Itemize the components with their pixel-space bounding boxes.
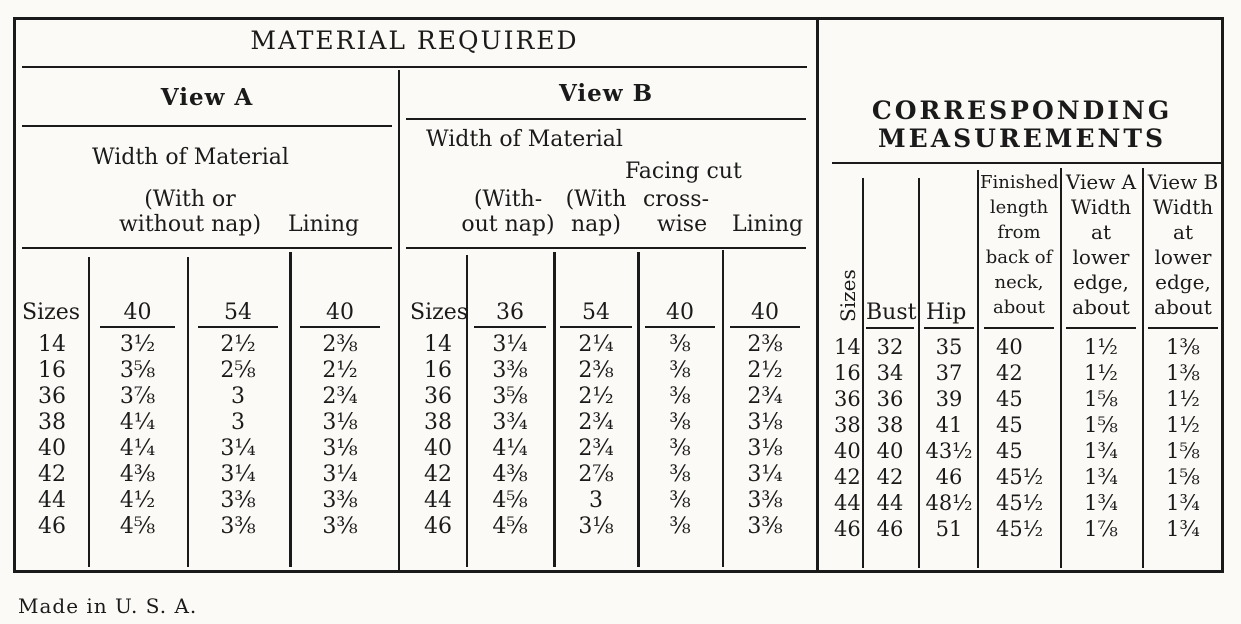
view-b-col-2 [560, 332, 632, 540]
view-b-col-header-4: 40 [751, 300, 779, 325]
meas-sizes-label: Sizes [836, 269, 860, 322]
meas-col-sep-1 [862, 178, 864, 568]
view-a-col-underline-2 [198, 326, 278, 328]
table-cell: 48½ [925, 491, 973, 515]
meas-view-a-header [1062, 170, 1140, 320]
meas-view-b-line: lower [1154, 245, 1212, 269]
view-b-col-underline-2 [560, 326, 632, 328]
divider-measurements [816, 20, 819, 570]
table-cell: 16 [424, 358, 452, 383]
view-a-col-3 [300, 332, 380, 540]
table-cell: 45 [996, 387, 1023, 411]
meas-finished-line: back of [985, 247, 1053, 268]
table-cell: 38 [424, 410, 452, 435]
view-b-title: View B [558, 80, 654, 107]
table-cell: 1½ [1166, 387, 1200, 411]
table-cell: 42 [424, 462, 452, 487]
meas-view-a-line: at [1091, 220, 1111, 244]
view-a-col-header-3: 40 [326, 300, 354, 325]
table-cell: 3⅛ [747, 436, 783, 461]
table-cell: 3 [231, 410, 245, 435]
meas-bust-column [866, 334, 914, 542]
table-cell: 35 [935, 335, 963, 359]
table-cell: 2¾ [747, 384, 783, 409]
table-cell: ⅜ [669, 462, 691, 487]
table-cell: 36 [38, 384, 66, 409]
view-a-col-1 [100, 332, 175, 540]
table-cell: ⅜ [669, 332, 691, 357]
meas-view-a-line: lower [1072, 245, 1130, 269]
table-cell: 3⅛ [747, 410, 783, 435]
table-cell: 3⅜ [747, 514, 783, 539]
table-cell: ⅜ [669, 384, 691, 409]
table-cell: 1⅞ [1084, 517, 1118, 541]
view-a-col-underline-3 [300, 326, 380, 328]
view-b-col-sep-4 [722, 250, 724, 567]
table-cell: 3½ [119, 332, 156, 357]
table-cell: 2¾ [322, 384, 358, 409]
table-cell: 44 [38, 488, 66, 513]
view-a-col-sep-2 [187, 257, 189, 567]
table-cell: 2½ [220, 332, 256, 357]
table-cell: 2½ [578, 384, 614, 409]
table-cell: 40 [996, 335, 1023, 359]
rule-view-a-headers [22, 247, 392, 249]
meas-finished-underline [984, 327, 1054, 329]
table-cell: 1⅜ [1166, 335, 1200, 359]
view-b-sizes-label: Sizes [410, 300, 469, 325]
table-cell: 2¼ [578, 332, 614, 357]
made-in-usa-footer: Made in U. S. A. [18, 594, 198, 618]
meas-view-b-line: View B [1147, 170, 1219, 194]
meas-hip-underline [924, 327, 974, 329]
table-cell: 44 [834, 491, 861, 515]
rule-under-view-b [406, 118, 806, 120]
view-b-col-header-1: 36 [496, 300, 524, 325]
table-cell: 4⅜ [492, 462, 528, 487]
meas-hip-label: Hip [926, 300, 967, 325]
meas-view-b-line: at [1173, 220, 1193, 244]
meas-view-b-header [1144, 170, 1222, 320]
table-cell: 3⅛ [322, 436, 358, 461]
table-cell: 46 [424, 514, 452, 539]
view-a-col-sep-3 [289, 252, 292, 567]
table-cell: 36 [834, 387, 861, 411]
rule-under-view-a [22, 125, 392, 127]
table-cell: 3⅜ [220, 488, 256, 513]
table-cell: 1¾ [1084, 491, 1118, 515]
table-cell: 2⅞ [578, 462, 614, 487]
meas-view-a-width-column [1066, 334, 1136, 542]
table-cell: 45 [996, 439, 1023, 463]
table-cell: 4½ [119, 488, 156, 513]
meas-col-sep-2 [918, 178, 920, 568]
table-cell: 46 [38, 514, 66, 539]
view-a-sub-1: (With or [144, 187, 236, 212]
table-cell: 2¾ [578, 410, 614, 435]
view-a-sub-2: without nap) [118, 212, 262, 237]
table-cell: 1¾ [1084, 465, 1118, 489]
view-b-col-1 [474, 332, 546, 540]
view-b-with-nap-1: (With [565, 187, 627, 212]
view-b-crosswise-1: cross- [642, 187, 710, 212]
meas-finished-line: about [993, 297, 1045, 318]
view-b-col-3 [645, 332, 715, 540]
meas-view-a-line: View A [1065, 170, 1137, 194]
table-cell: 4⅝ [119, 514, 156, 539]
table-cell: 40 [424, 436, 452, 461]
table-cell: 1⅝ [1166, 439, 1200, 463]
table-cell: 34 [876, 361, 904, 385]
view-a-col-underline-1 [100, 326, 175, 328]
view-a-col-header-2: 54 [224, 300, 252, 325]
view-b-col-header-3: 40 [666, 300, 694, 325]
view-b-width-label: Width of Material [426, 127, 623, 152]
table-cell: 41 [935, 413, 963, 437]
table-cell: ⅜ [669, 514, 691, 539]
meas-bust-label: Bust [866, 300, 917, 325]
table-cell: 3⅜ [322, 488, 358, 513]
meas-finished-line: length [989, 197, 1049, 218]
table-cell: 3⅛ [322, 410, 358, 435]
table-cell: 40 [834, 439, 861, 463]
table-cell: 3¼ [220, 462, 256, 487]
material-required-title: MATERIAL REQUIRED [250, 26, 579, 55]
meas-view-a-line: edge, [1073, 270, 1129, 294]
meas-finished-line: from [997, 222, 1041, 243]
table-cell: 2⅜ [322, 332, 358, 357]
meas-finished-line: Finished [980, 172, 1059, 193]
table-cell: 3¼ [322, 462, 358, 487]
table-cell: 3⅜ [322, 514, 358, 539]
table-cell: 14 [424, 332, 452, 357]
table-cell: ⅜ [669, 488, 691, 513]
table-cell: 42 [38, 462, 66, 487]
view-b-col-underline-4 [730, 326, 800, 328]
table-cell: 3¼ [747, 462, 783, 487]
table-cell: 40 [876, 439, 904, 463]
table-cell: 51 [935, 517, 963, 541]
view-a-col-2 [198, 332, 278, 540]
table-cell: ⅜ [669, 436, 691, 461]
table-cell: 42 [996, 361, 1023, 385]
table-cell: 43½ [925, 439, 973, 463]
table-cell: 42 [834, 465, 861, 489]
meas-bust-underline [866, 327, 914, 329]
table-cell: 16 [834, 361, 861, 385]
table-cell: 3¾ [492, 410, 528, 435]
meas-view-b-width-column [1148, 334, 1218, 542]
table-cell: 2¾ [578, 436, 614, 461]
view-a-col-sep-1 [88, 257, 90, 567]
table-cell: 1¾ [1166, 491, 1200, 515]
table-cell: 44 [876, 491, 904, 515]
table-cell: 2⅜ [578, 358, 614, 383]
table-cell: 4⅝ [492, 488, 528, 513]
view-a-lining-label: Lining [288, 212, 360, 237]
table-cell: 1½ [1084, 361, 1118, 385]
table-cell: 44 [424, 488, 452, 513]
table-cell: 4¼ [492, 436, 528, 461]
table-cell: 38 [38, 410, 66, 435]
meas-finished-header [980, 170, 1058, 320]
table-cell: 4⅝ [492, 514, 528, 539]
table-cell: 46 [935, 465, 963, 489]
table-cell: 42 [876, 465, 904, 489]
table-cell: 40 [38, 436, 66, 461]
measurements-title-1: CORRESPONDING [871, 96, 1173, 125]
view-b-with-nap-2: nap) [571, 212, 621, 237]
view-b-without-nap-1: (With- [473, 187, 543, 212]
table-cell: 45½ [996, 465, 1044, 489]
table-cell: 2⅜ [747, 332, 783, 357]
view-b-col-sep-2 [553, 252, 556, 567]
measurements-title-2: MEASUREMENTS [877, 124, 1167, 153]
table-cell: 3¼ [492, 332, 528, 357]
table-cell: 38 [876, 413, 904, 437]
view-b-sizes-column [424, 332, 464, 540]
meas-view-a-line: Width [1070, 195, 1132, 219]
view-b-without-nap-2: out nap) [461, 212, 555, 237]
table-cell: 2½ [747, 358, 783, 383]
table-cell: 39 [935, 387, 963, 411]
view-b-col-underline-1 [474, 326, 546, 328]
table-cell: 1½ [1166, 413, 1200, 437]
table-cell: 36 [876, 387, 904, 411]
view-b-crosswise-2: wise [656, 212, 708, 237]
table-cell: 45½ [996, 517, 1044, 541]
divider-view-a-b [398, 70, 400, 570]
view-a-width-label: Width of Material [92, 145, 289, 170]
view-a-title: View A [160, 84, 254, 111]
table-cell: 4⅜ [119, 462, 156, 487]
table-cell: 3⅜ [747, 488, 783, 513]
table-cell: ⅜ [669, 358, 691, 383]
table-cell: 3⅝ [492, 384, 528, 409]
table-cell: 1⅝ [1084, 413, 1118, 437]
table-cell: 38 [834, 413, 861, 437]
table-cell: 4¼ [119, 410, 156, 435]
table-cell: 14 [834, 335, 861, 359]
table-cell: 1⅜ [1166, 361, 1200, 385]
meas-view-b-line: Width [1152, 195, 1214, 219]
table-cell: 2½ [322, 358, 358, 383]
meas-col-sep-3 [977, 170, 979, 568]
rule-measurements-header [832, 162, 1222, 164]
meas-hip-column [922, 334, 976, 542]
table-cell: 1½ [1084, 335, 1118, 359]
meas-finished-column [996, 334, 1058, 542]
table-cell: 1¾ [1166, 517, 1200, 541]
rule-under-title [22, 66, 807, 68]
view-b-lining-label: Lining [732, 212, 804, 237]
table-cell: 1⅝ [1166, 465, 1200, 489]
meas-finished-line: neck, [994, 272, 1044, 293]
view-a-sizes-column [38, 332, 88, 540]
table-cell: 3⅞ [119, 384, 156, 409]
view-a-sizes-label: Sizes [22, 300, 81, 325]
table-cell: 3⅜ [492, 358, 528, 383]
table-cell: 32 [876, 335, 904, 359]
meas-view-a-line: about [1072, 295, 1130, 319]
table-cell: 46 [834, 517, 861, 541]
table-cell: 3⅜ [220, 514, 256, 539]
meas-view-b-line: edge, [1155, 270, 1211, 294]
meas-view-b-line: about [1154, 295, 1212, 319]
meas-view-b-underline [1148, 327, 1218, 329]
meas-view-a-underline [1066, 327, 1136, 329]
view-b-col-header-2: 54 [582, 300, 610, 325]
view-a-col-header-1: 40 [123, 300, 152, 325]
table-cell: ⅜ [669, 410, 691, 435]
rule-view-b-headers [406, 247, 806, 249]
view-b-col-4 [730, 332, 800, 540]
view-b-facing-label: Facing cut [625, 159, 742, 184]
table-cell: 45½ [996, 491, 1044, 515]
table-cell: 14 [38, 332, 66, 357]
view-b-col-underline-3 [645, 326, 715, 328]
view-b-col-sep-3 [637, 252, 640, 567]
meas-sizes-column [834, 334, 862, 542]
table-cell: 4¼ [119, 436, 156, 461]
table-cell: 3¼ [220, 436, 256, 461]
table-cell: 3⅛ [578, 514, 614, 539]
table-cell: 3 [589, 488, 603, 513]
table-cell: 36 [424, 384, 452, 409]
table-cell: 1⅝ [1084, 387, 1118, 411]
table-cell: 37 [935, 361, 963, 385]
table-cell: 3 [231, 384, 245, 409]
table-cell: 1¾ [1084, 439, 1118, 463]
table-cell: 3⅝ [119, 358, 156, 383]
table-cell: 16 [38, 358, 66, 383]
table-cell: 45 [996, 413, 1023, 437]
table-cell: 46 [876, 517, 904, 541]
table-cell: 2⅝ [220, 358, 256, 383]
